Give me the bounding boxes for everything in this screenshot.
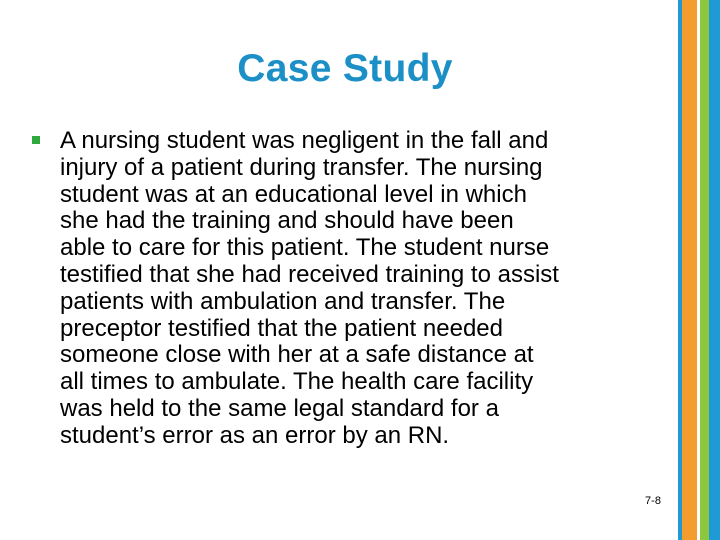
body-line: able to care for this patient. The student nurse [60, 234, 550, 262]
body-line: injury of a patient during transfer. The nursing [60, 153, 543, 181]
decorative-stripe-orange [682, 0, 697, 540]
body-line: student’s error as an error by an RN. [60, 421, 450, 449]
body-line: testified that she had received training to assist [60, 260, 559, 288]
slide-title: Case Study [237, 47, 453, 90]
decorative-stripe-green [700, 0, 709, 540]
body-line: all times to ambulate. The health care facility [60, 368, 534, 396]
bullet-text [60, 128, 670, 450]
page-number: 7-8 [645, 495, 661, 507]
body-line: student was at an educational level in which [60, 180, 527, 208]
body-line: was held to the same legal standard for a [60, 394, 499, 422]
square-bullet-icon [32, 136, 40, 144]
decorative-stripe-blue-right [709, 0, 720, 540]
body-line: A nursing student was negligent in the fall and [60, 127, 549, 154]
body-line: she had the training and should have been [60, 207, 514, 235]
body-line: preceptor testified that the patient needed [60, 314, 503, 342]
body-line: patients with ambulation and transfer. The [60, 287, 506, 315]
body-line: someone close with her at a safe distance at [60, 341, 534, 369]
